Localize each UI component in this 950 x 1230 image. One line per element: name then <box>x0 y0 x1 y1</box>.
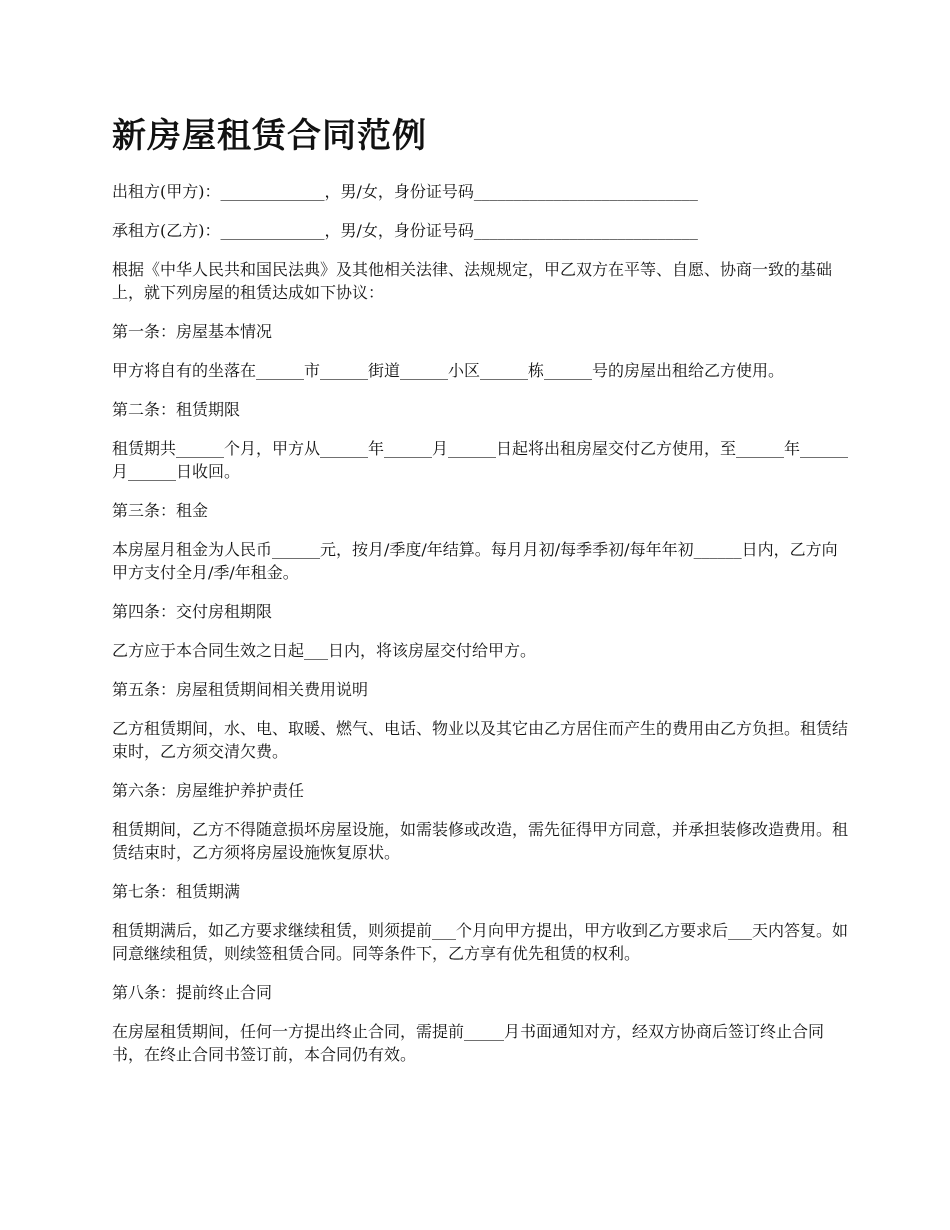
section-body-6: 租赁期间，乙方不得随意损坏房屋设施，如需装修或改造，需先征得甲方同意，并承担装修改造费用。租赁结束时，乙方须将房屋设施恢复原状。 <box>112 820 849 862</box>
section-heading-7: 第七条：租赁期满 <box>112 882 241 901</box>
party-a-line: 出租方(甲方)：_____________，男/女，身份证号码____________________________ <box>112 182 698 201</box>
document-page <box>112 112 852 1082</box>
section-heading-8: 第八条：提前终止合同 <box>112 983 273 1002</box>
section-heading-5: 第五条：房屋租赁期间相关费用说明 <box>112 680 369 699</box>
section-heading-4: 第四条：交付房租期限 <box>112 602 273 621</box>
section-body-2: 租赁期共______个月，甲方从______年______月______日起将出租房屋交付乙方使用，至______年______月______日收回。 <box>112 439 849 481</box>
party-b-line: 承租方(乙方)：_____________，男/女，身份证号码____________________________ <box>112 221 698 240</box>
section-body-5: 乙方租赁期间，水、电、取暖、燃气、电话、物业以及其它由乙方居住而产生的费用由乙方负担。租赁结束时，乙方须交清欠费。 <box>112 719 849 761</box>
section-body-8: 在房屋租赁期间，任何一方提出终止合同，需提前_____月书面通知对方，经双方协商后签订终止合同书，在终止合同书签订前，本合同仍有效。 <box>112 1022 825 1064</box>
section-body-1: 甲方将自有的坐落在______市______街道______小区______栋______号的房屋出租给乙方使用。 <box>112 361 785 380</box>
section-heading-3: 第三条：租金 <box>112 501 209 520</box>
section-heading-2: 第二条：租赁期限 <box>112 400 241 419</box>
intro-paragraph: 根据《中华人民共和国民法典》及其他相关法律、法规规定，甲乙双方在平等、自愿、协商一致的基础上，就下列房屋的租赁达成如下协议： <box>112 260 833 302</box>
section-heading-6: 第六条：房屋维护养护责任 <box>112 781 305 800</box>
section-body-3: 本房屋月租金为人民币______元，按月/季度/年结算。每月月初/每季季初/每年年初______日内，乙方向甲方支付全月/季/年租金。 <box>112 540 838 582</box>
page-title: 新房屋租赁合同范例 <box>112 116 427 156</box>
section-body-4: 乙方应于本合同生效之日起___日内，将该房屋交付给甲方。 <box>112 641 537 660</box>
section-body-7: 租赁期满后，如乙方要求继续租赁，则须提前___个月向甲方提出，甲方收到乙方要求后___天内答复。如同意继续租赁，则续签租赁合同。同等条件下，乙方享有优先租赁的权利。 <box>112 921 849 963</box>
section-heading-1: 第一条：房屋基本情况 <box>112 322 273 341</box>
